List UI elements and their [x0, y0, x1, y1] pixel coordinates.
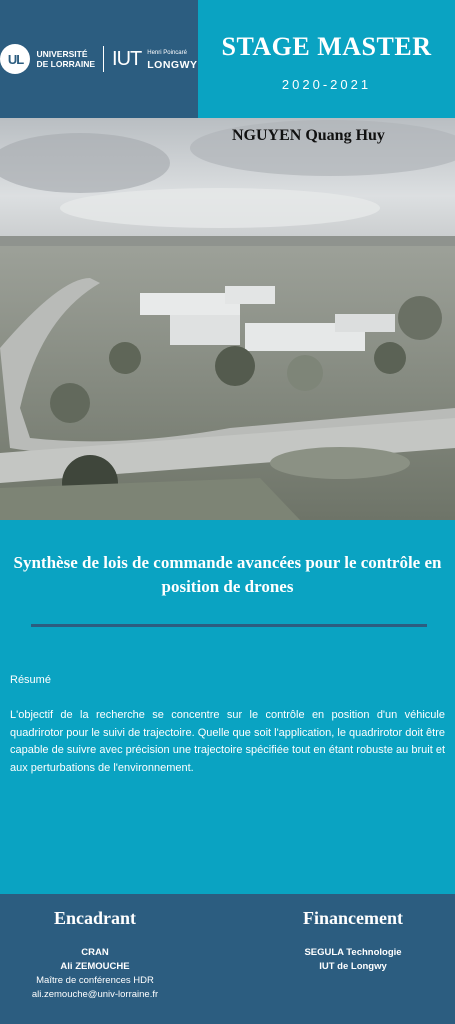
university-name	[36, 49, 95, 69]
supervisor-email[interactable]: ali.zemouche@univ-lorraine.fr	[31, 989, 159, 1000]
university-line2: DE LORRAINE	[36, 59, 96, 69]
iut-logo-icon: IUT	[112, 47, 142, 70]
author-name: NGUYEN Quang Huy	[232, 127, 385, 144]
year-label: 2020-2021	[281, 77, 372, 92]
funding-section	[268, 894, 438, 974]
campus-aerial-photo	[0, 118, 455, 520]
campus-photo-illustration	[0, 118, 455, 520]
title-box	[198, 0, 455, 118]
funding-line-2: IUT de Longwy	[319, 961, 387, 972]
page-title: STAGE MASTER	[221, 32, 432, 61]
abstract-heading: Résumé	[10, 674, 51, 686]
supervisor-role: Maître de conférences HDR	[36, 975, 154, 986]
funding-heading: Financement	[303, 908, 403, 928]
thesis-title: Synthèse de lois de commande avancées pour le contrôle en position de drones	[13, 553, 442, 596]
iut-name	[147, 48, 197, 71]
university-line1: UNIVERSITÉ	[36, 49, 88, 59]
funding-line-1: SEGULA Technologie	[304, 947, 402, 958]
supervisor-name: Ali ZEMOUCHE	[60, 961, 130, 972]
logo-bar	[0, 0, 198, 118]
divider	[31, 624, 427, 627]
university-logo-icon: UL	[0, 44, 30, 74]
header	[0, 0, 455, 118]
supervisor-heading: Encadrant	[53, 908, 136, 928]
footer	[0, 894, 455, 1024]
abstract-text: L'objectif de la recherche se concentre sur le contrôle en position d'un véhicule quadrirotor pour le suivi de trajectoire. Quelle que soit l'application, le quadrirotor doit être capable de suivre avec précision une trajectoire spécifiée tout en étant robuste au bruit et aux perturbations de l'environnement.	[10, 709, 446, 774]
supervisor-section	[10, 894, 180, 1002]
supervisor-org: CRAN	[81, 947, 109, 958]
logo-separator	[103, 46, 104, 72]
iut-subtitle: Henri Poincaré	[147, 49, 187, 56]
iut-city: LONGWY	[147, 58, 198, 71]
